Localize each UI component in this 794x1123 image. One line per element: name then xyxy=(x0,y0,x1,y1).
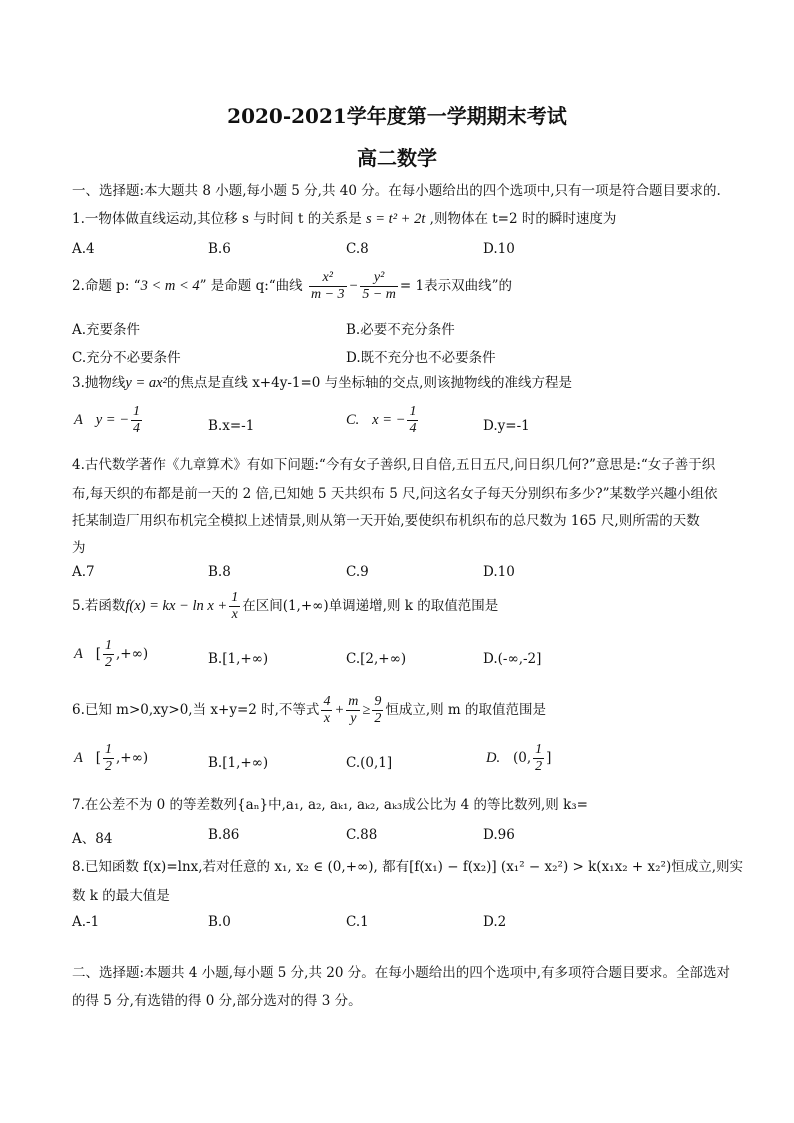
exam-title: 2020-2021学年度第一学期期末考试 xyxy=(227,104,567,128)
exam-subject: 高二数学 xyxy=(357,146,437,170)
q2-stem-mid: ” 是命题 q:“曲线 xyxy=(199,278,303,294)
q4-option-d: D.10 xyxy=(483,564,515,580)
q2-option-c: C.充分不必要条件 xyxy=(72,350,181,366)
q7-option-d: D.96 xyxy=(483,827,515,843)
q4-option-c: C.9 xyxy=(346,564,369,580)
q1-option-c: C.8 xyxy=(346,241,369,257)
q6-option-b: B.[1,+∞) xyxy=(208,755,269,771)
section2-intro-line-1: 二、选择题:本题共 4 小题,每小题 5 分,共 20 分。在每小题给出的四个选项中,有多项符合题目要求。全部选对 xyxy=(72,965,731,981)
q7-option-c: C.88 xyxy=(346,827,378,843)
q5-stem-end: 在区间(1,+∞)单调递增,则 k 的取值范围是 xyxy=(242,598,499,614)
q1-option-b: B.6 xyxy=(208,241,231,257)
question-4-line-2: 布,每天织的布都是前一天的 2 倍,已知她 5 天共织布 5 尺,问这名女子每天分别织布多少?”某数学兴趣小组依 xyxy=(72,486,718,502)
question-7: 7.在公差不为 0 的等差数列{aₙ}中,a₁, a₂, aₖ₁, aₖ₂, aₖ₃成公比为 4 的等比数列,则 k₃= xyxy=(72,797,588,813)
q5-option-a: A [ $\frac{1}{2}$ ,+∞) xyxy=(74,638,149,670)
q6-fraction-3: $\frac{9}{2}$ xyxy=(374,694,382,726)
q2-option-d: D.既不充分也不必要条件 xyxy=(346,350,496,366)
q2-fraction-1: $\frac{\text{x²}}{m - 3}$ xyxy=(310,270,345,302)
q1-option-a: A.4 xyxy=(72,241,95,257)
q2-stem: 2.命题 p: “ xyxy=(72,278,141,294)
question-6: 6.已知 m>0,xy>0,当 x+y=2 时,不等式 $\frac{4}{x}$ + $\frac{m}{y}$ ≥ $\frac{9}{2}$ 恒成立,则 m 的取值范围是 xyxy=(72,694,547,726)
question-1 xyxy=(72,210,732,228)
question-2 xyxy=(72,266,732,306)
q5-option-c: C.[2,+∞) xyxy=(346,651,407,667)
q2-fraction-2: $\frac{\text{y²}}{5 - m}$ xyxy=(362,270,396,302)
q5-formula: f(x) = kx − ln x + xyxy=(125,598,228,614)
q6-option-d: D. (0, $\frac{1}{2}$ ] xyxy=(486,742,552,774)
q4-option-b: B.8 xyxy=(208,564,231,580)
q1-option-d: D.10 xyxy=(483,241,515,257)
q3-option-a: A y = − $\frac{1}{4}$ xyxy=(74,404,140,436)
q8-option-b: B.0 xyxy=(208,914,231,930)
q1-stem: 1.一物体做直线运动,其位移 s 与时间 t 的关系是 xyxy=(72,211,362,227)
q6-fraction-2: $\frac{m}{y}$ xyxy=(348,694,359,726)
question-4-line-3: 托某制造厂用织布机完全模拟上述情景,则从第一天开始,要使织布机织布的总尺数为 165 尺,则所需的天数 xyxy=(72,513,700,529)
q6-option-c: C.(0,1] xyxy=(346,755,393,771)
q8-option-d: D.2 xyxy=(483,914,507,930)
q2-option-b: B.必要不充分条件 xyxy=(346,322,455,338)
q2-stem-end: = 1表示双曲线”的 xyxy=(399,278,512,294)
question-4-line-4: 为 xyxy=(72,540,86,556)
q4-option-a: A.7 xyxy=(72,564,95,580)
question-4-line-1: 4.古代数学著作《九章算术》有如下问题:“今有女子善织,日自倍,五日五尺,问日织几何?”意思是:“女子善于织 xyxy=(72,457,716,473)
q3-formula: y = ax² xyxy=(125,375,167,391)
question-5 xyxy=(72,586,732,626)
q7-option-a: A、84 xyxy=(72,831,113,847)
q6-stem-end: 恒成立,则 m 的取值范围是 xyxy=(385,702,547,718)
section1-intro: 一、选择题:本大题共 8 小题,每小题 5 分,共 40 分。在每小题给出的四个选项中,只有一项是符合题目要求的. xyxy=(72,183,721,199)
q7-option-b: B.86 xyxy=(208,827,240,843)
q2-condition: 3 < m < 4 xyxy=(140,278,200,294)
q8-option-c: C.1 xyxy=(346,914,369,930)
q3-stem-end: 的焦点是直线 x+4y-1=0 与坐标轴的交点,则该抛物线的准线方程是 xyxy=(166,375,572,391)
q2-option-a: A.充要条件 xyxy=(72,322,141,338)
q3-option-c: C. x = − $\frac{1}{4}$ xyxy=(346,404,417,436)
q5-option-b: B.[1,+∞) xyxy=(208,651,269,667)
q5-option-d: D.(-∞,-2] xyxy=(483,651,542,667)
q2-minus: − xyxy=(348,278,359,294)
q5-stem: 5.若函数 xyxy=(72,598,126,614)
q8-option-a: A.-1 xyxy=(72,914,100,930)
q3-option-d: D.y=-1 xyxy=(483,418,530,434)
q6-stem: 6.已知 m>0,xy>0,当 x+y=2 时,不等式 xyxy=(72,702,320,718)
section2-intro-line-2: 的得 5 分,有选错的得 0 分,部分选对的得 3 分。 xyxy=(72,993,362,1009)
q3-option-b: B.x=-1 xyxy=(208,418,255,434)
q3-stem: 3.抛物线 xyxy=(72,375,126,391)
q1-stem-end: ,则物体在 t=2 时的瞬时速度为 xyxy=(429,211,617,227)
q6-fraction-1: $\frac{4}{x}$ xyxy=(323,694,331,726)
question-8-line-2: 数 k 的最大值是 xyxy=(72,888,170,904)
q6-option-a: A [ $\frac{1}{2}$ ,+∞) xyxy=(74,742,149,774)
question-3 xyxy=(72,374,732,392)
q5-fraction: $\frac{1}{x}$ xyxy=(231,590,239,622)
q1-formula: s = t² + 2t xyxy=(366,211,426,227)
question-8-line-1: 8.已知函数 f(x)=lnx,若对任意的 x₁, x₂ ∈ (0,+∞), 都有[f(x₁) − f(x₂)] (x₁² − x₂²) > k(x₁x₂ + x₂²)恒成立,则实 xyxy=(72,859,744,875)
